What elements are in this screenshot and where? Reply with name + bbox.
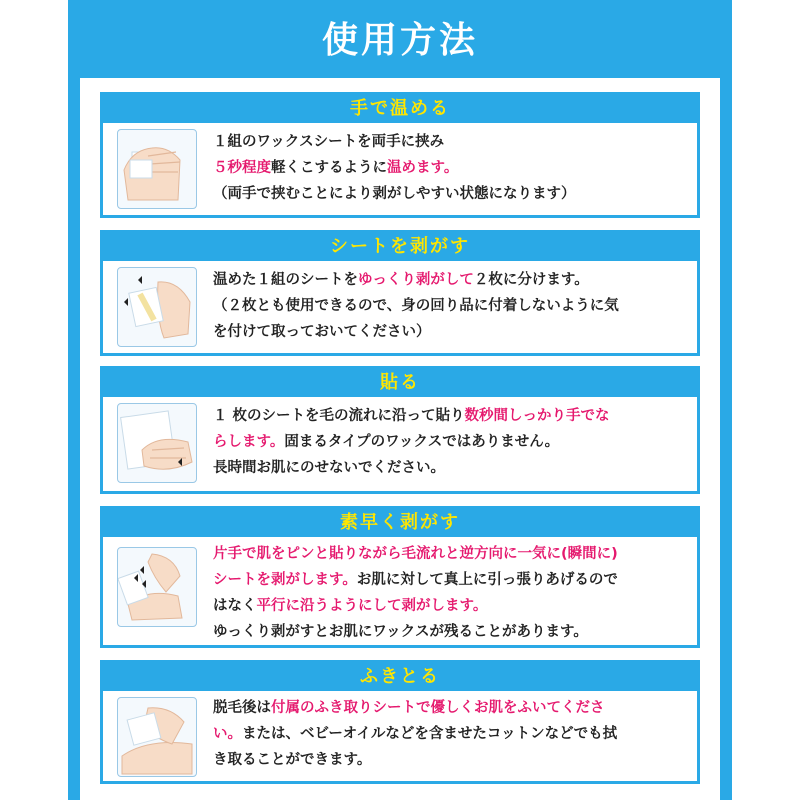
text-line — [213, 747, 685, 773]
body-text: 長時間お肌にのせないでください。 — [213, 460, 445, 476]
highlight-text: シートを剥がします。 — [213, 572, 357, 588]
body-text: （両手で挟むことにより剥がしやすい状態になります） — [213, 186, 576, 202]
step-warm — [100, 92, 700, 218]
text-line — [213, 319, 685, 345]
hands-warming-sheet-icon — [117, 129, 197, 209]
body-text: ２枚に分けます。 — [473, 272, 589, 288]
step-text — [213, 267, 685, 345]
text-line — [213, 155, 685, 181]
body-text: ゆっくり剥がすとお肌にワックスが残ることがあります。 — [213, 624, 588, 640]
wipe-skin-icon — [117, 697, 197, 777]
body-text: １ 枚のシートを毛の流れに沿って貼り — [213, 408, 465, 424]
highlight-text: 片手で肌をピンと貼りながら毛流れと逆方向に一気に(瞬間に) — [213, 546, 618, 562]
text-line — [213, 181, 685, 207]
step-heading: ふきとる — [103, 663, 697, 691]
text-line — [213, 429, 685, 455]
highlight-text: い。 — [213, 726, 242, 742]
step-heading: 素早く剥がす — [103, 509, 697, 537]
body-text: （２枚とも使用できるので、身の回り品に付着しないように気 — [213, 298, 619, 314]
text-line — [213, 455, 685, 481]
body-text: を付けて取っておいてください） — [213, 324, 431, 340]
body-text: はなく — [213, 598, 257, 614]
highlight-text: 付属のふき取りシートで優しくお肌をふいてくださ — [271, 700, 605, 716]
step-text — [213, 695, 685, 773]
step-apply — [100, 366, 700, 494]
text-line — [213, 129, 685, 155]
step-text — [213, 129, 685, 207]
step-peel-apart — [100, 230, 700, 356]
step-text — [213, 541, 685, 645]
text-line — [213, 267, 685, 293]
body-text: 温めた１組のシートを — [213, 272, 358, 288]
step-quick-peel — [100, 506, 700, 648]
highlight-text: ゆっくり剥がして — [358, 272, 474, 288]
body-text: 固まるタイプのワックスではありません。 — [284, 434, 560, 450]
step-heading: シートを剥がす — [103, 233, 697, 261]
highlight-text: らします。 — [213, 434, 285, 450]
text-line — [213, 721, 685, 747]
step-text — [213, 403, 685, 481]
quick-peel-icon — [117, 547, 197, 627]
highlight-text: ５秒程度 — [213, 160, 271, 176]
step-wipe — [100, 660, 700, 784]
highlight-text: 温めます。 — [387, 160, 459, 176]
step-heading: 貼る — [103, 369, 697, 397]
body-text: １組のワックスシートを両手に挟み — [213, 134, 445, 150]
highlight-text: 平行に沿うようにして剥がします。 — [256, 598, 488, 614]
body-text: き取ることができます。 — [213, 752, 372, 768]
body-text: 軽くこするように — [271, 160, 387, 176]
text-line — [213, 567, 685, 593]
text-line — [213, 593, 685, 619]
body-text: お肌に対して真上に引っ張りあげるので — [356, 572, 618, 588]
page-title: 使用方法 — [321, 20, 478, 61]
highlight-text: 数秒間しっかり手でな — [464, 408, 610, 424]
apply-sheet-icon — [117, 403, 197, 483]
text-line — [213, 293, 685, 319]
text-line — [213, 695, 685, 721]
body-text: または、ベビーオイルなどを含ませたコットンなどでも拭 — [242, 726, 618, 742]
step-heading: 手で温める — [103, 95, 697, 123]
peel-sheet-apart-icon — [117, 267, 197, 347]
text-line — [213, 403, 685, 429]
body-text: 脱毛後は — [213, 700, 271, 716]
text-line — [213, 619, 685, 645]
text-line — [213, 541, 685, 567]
